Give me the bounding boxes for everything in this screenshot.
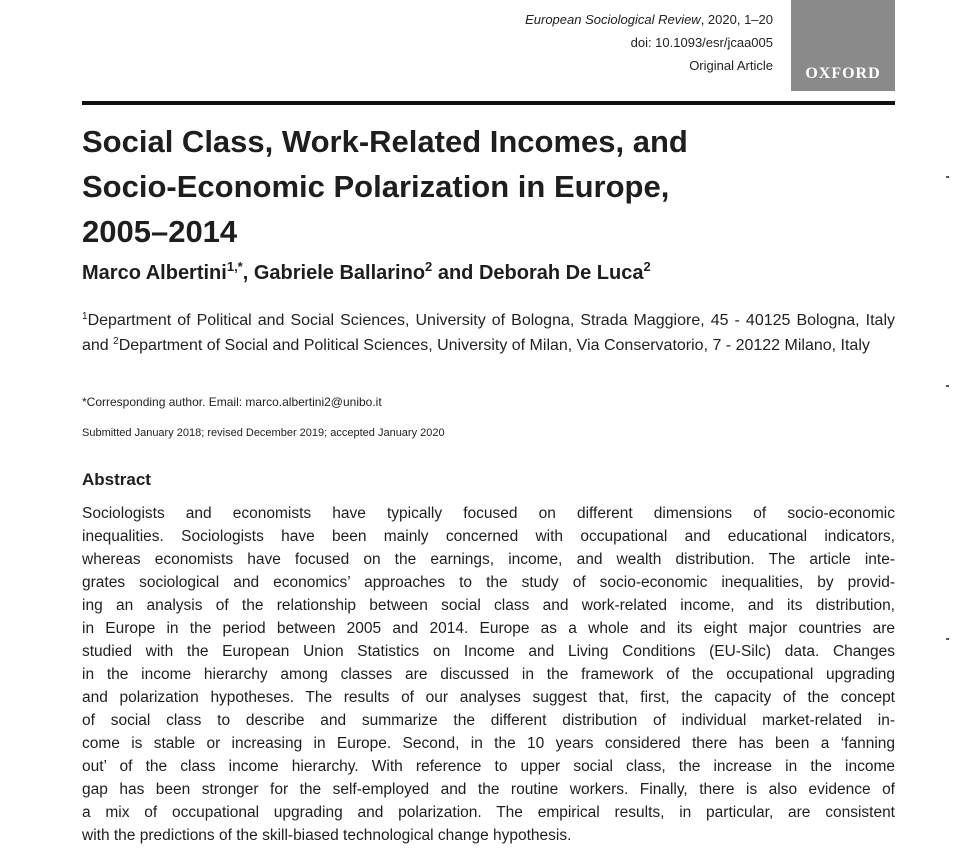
abstract-line: of social class to describe and summarize the different distribution of individual market-related in- [82, 712, 895, 729]
abstract-line: gap has been stronger for the self-employed and the routine workers. Finally, there is also evidence of [82, 781, 895, 798]
abstract-line: whereas economists have focused on the earnings, income, and wealth distribution. The article inte- [82, 551, 895, 568]
page-edge-mark [946, 176, 949, 178]
affiliation-text: Department of Social and Political Sciences, University of Milan, Via Conservatorio, 7 - 20122 Milano, Italy [118, 337, 870, 354]
journal-name: European Sociological Review [525, 12, 701, 27]
affiliations [82, 308, 895, 358]
title-line: Social Class, Work-Related Incomes, and [82, 124, 688, 159]
submission-history: Submitted January 2018; revised December 2019; accepted January 2020 [82, 427, 445, 439]
abstract-line: come is stable or increasing in Europe. Second, in the 10 years considered there has been a ‘fanning [82, 735, 895, 752]
corresponding-author: *Corresponding author. Email: marco.albertini2@unibo.it [82, 395, 382, 409]
page-edge-mark [946, 638, 949, 640]
affiliation-text: Department of Political and Social Sciences, University of Bologna, Strada Maggiore, 45 - 40125 Bologna, Italy and [82, 312, 895, 354]
affiliation-marker: 1 [82, 311, 88, 322]
author-name[interactable]: Deborah De Luca [478, 262, 644, 284]
author-separator: , [242, 262, 254, 284]
abstract-text [82, 502, 895, 847]
journal-meta [353, 8, 773, 77]
title-line: 2005–2014 [82, 214, 238, 249]
article-type: Original Article [689, 58, 773, 73]
journal-issue: , 2020, 1–20 [700, 12, 773, 27]
journal-citation [353, 8, 773, 31]
author-list [82, 259, 895, 285]
author-superscript: 1,* [226, 259, 243, 274]
publisher-logo [791, 0, 895, 91]
abstract-line: a mix of occupational upgrading and polarization. The empirical results, in particular, are consistent [82, 804, 895, 821]
page-edge-mark [946, 385, 949, 387]
header-divider [82, 101, 895, 105]
author-superscript: 2 [425, 259, 433, 274]
abstract-line: studied with the European Union Statistics on Income and Living Conditions (EU-Silc) data. Changes [82, 643, 895, 660]
abstract-line: in Europe in the period between 2005 and 2014. Europe as a whole and its eight major countries are [82, 620, 895, 637]
author-superscript: 2 [643, 259, 651, 274]
abstract-line: with the predictions of the skill-biased technological change hypothesis. [82, 827, 572, 844]
abstract-line: Sociologists and economists have typically focused on different dimensions of socio-economic [82, 505, 895, 522]
abstract-line: inequalities. Sociologists have been mainly concerned with occupational and educational indicators, [82, 528, 895, 545]
article-title [82, 119, 842, 254]
title-line: Socio-Economic Polarization in Europe, [82, 169, 670, 204]
abstract-line: ing an analysis of the relationship between social class and work-related income, and its distribution, [82, 597, 895, 614]
abstract-line: out’ of the class income hierarchy. With reference to upper social class, the increase in the income [82, 758, 895, 775]
doi[interactable]: doi: 10.1093/esr/jcaa005 [630, 35, 773, 50]
abstract-line: and polarization hypotheses. The results of our analyses suggest that, first, the capacity of the concept [82, 689, 895, 706]
publisher-logo-text: OXFORD [805, 65, 881, 82]
author-name[interactable]: Marco Albertini [82, 262, 227, 284]
abstract-line: grates sociological and economics’ approaches to the study of socio-economic inequalities, by provid- [82, 574, 895, 591]
author-separator: and [432, 262, 479, 284]
abstract-heading: Abstract [82, 470, 151, 489]
affiliation-marker: 2 [113, 336, 119, 347]
author-name[interactable]: Gabriele Ballarino [253, 262, 426, 284]
abstract-line: in the income hierarchy among classes are discussed in the framework of the occupational upgrading [82, 666, 895, 683]
